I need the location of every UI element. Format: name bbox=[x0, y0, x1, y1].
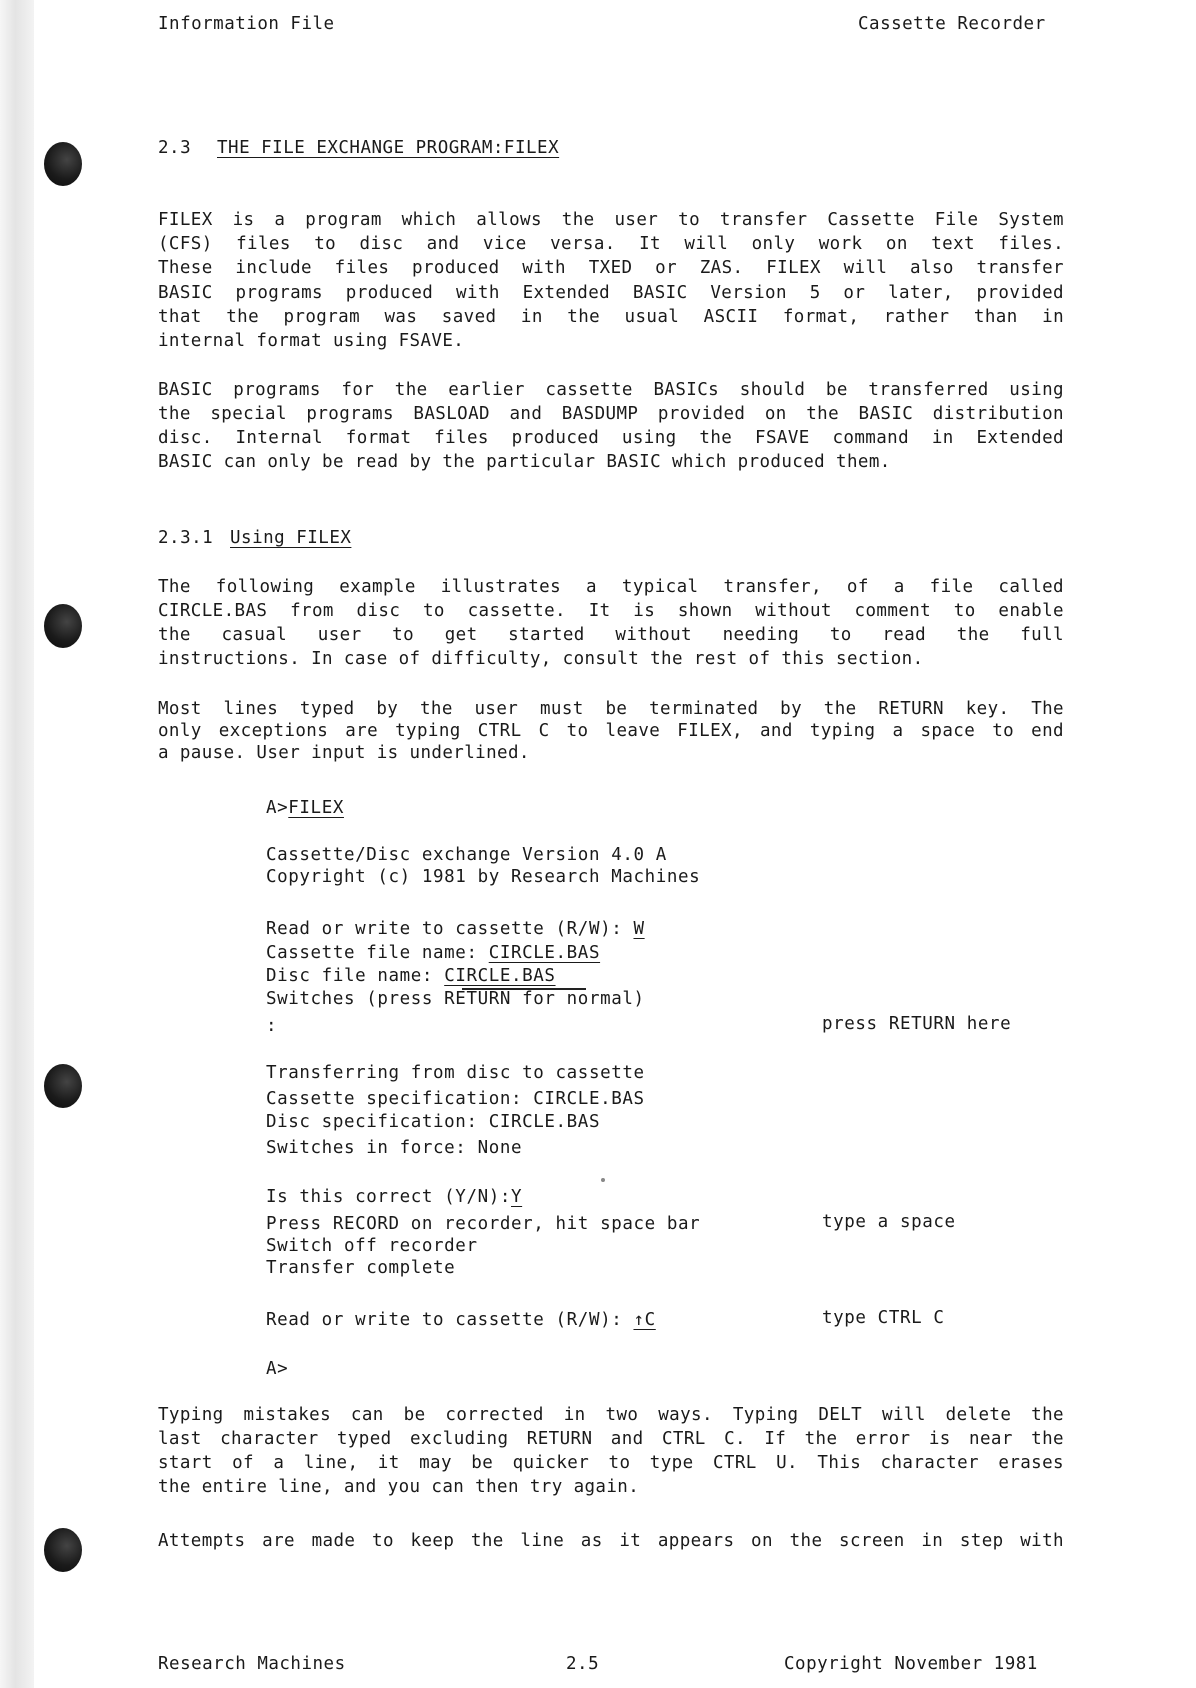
paragraph-filex-intro bbox=[158, 208, 1064, 353]
text-line: the special programs BASLOAD and BASDUMP provided on the BASIC distribution bbox=[158, 404, 1064, 424]
example-line: Disc specification: CIRCLE.BAS bbox=[266, 1112, 601, 1132]
paragraph-example-intro bbox=[158, 575, 1064, 671]
example-line: Switch off recorder bbox=[266, 1236, 478, 1256]
text-line: internal format using FSAVE. bbox=[158, 331, 465, 352]
margin-note: type CTRL C bbox=[822, 1308, 945, 1328]
text-line: Typing mistakes can be corrected in two ways. Typing DELT will delete the bbox=[158, 1405, 1064, 1425]
header-right: Cassette Recorder bbox=[858, 14, 1046, 34]
paragraph-basic-programs bbox=[158, 378, 1064, 474]
header-left: Information File bbox=[158, 14, 335, 34]
example-line: Disc file name: CIRCLE.BAS bbox=[266, 966, 556, 986]
banner-copyright: Copyright (c) 1981 by Research Machines bbox=[266, 867, 701, 887]
user-input: ↑C bbox=[633, 1310, 656, 1330]
example-line: Cassette file name: CIRCLE.BAS bbox=[266, 943, 601, 963]
example-line: Read or write to cassette (R/W): W bbox=[266, 919, 645, 939]
text-line: last character typed excluding RETURN and CTRL C. If the error is near the bbox=[158, 1429, 1064, 1449]
paragraph-return-key bbox=[158, 698, 1064, 764]
text-line: only exceptions are typing CTRL C to leave FILEX, and typing a space to end bbox=[158, 721, 1064, 741]
user-input: CIRCLE.BAS bbox=[444, 966, 556, 986]
text-line: a pause. User input is underlined. bbox=[158, 743, 530, 763]
text-line: that the program was saved in the usual ASCII format, rather than in bbox=[158, 306, 1064, 327]
footer-right: Copyright November 1981 bbox=[784, 1654, 1038, 1674]
text-line: BASIC programs for the earlier cassette BASICs should be transferred using bbox=[158, 380, 1064, 400]
example-line: Switches (press RETURN for normal) bbox=[266, 989, 645, 1009]
subsection-number: 2.3.1 bbox=[158, 528, 214, 548]
example-line: : bbox=[266, 1016, 278, 1036]
page-number: 2.5 bbox=[566, 1654, 600, 1674]
user-input: Y bbox=[511, 1187, 523, 1207]
text-line: instructions. In case of difficulty, consult the rest of this section. bbox=[158, 649, 924, 669]
text-line: disc. Internal format files produced using the FSAVE command in Extended bbox=[158, 428, 1064, 448]
footer-left: Research Machines bbox=[158, 1654, 346, 1674]
section-number: 2.3 bbox=[158, 138, 192, 158]
text-line: the casual user to get started without needing to read the full bbox=[158, 625, 1064, 645]
punch-hole bbox=[44, 1064, 82, 1108]
text-line: These include files produced with TXED or ZAS. FILEX will also transfer bbox=[158, 258, 1064, 279]
example-line: A>FILEX bbox=[266, 798, 344, 818]
section-title: THE FILE EXCHANGE PROGRAM:FILEX bbox=[217, 138, 560, 158]
text-line: BASIC programs produced with Extended BASIC Version 5 or later, provided bbox=[158, 282, 1064, 303]
text-line: Attempts are made to keep the line as it appears on the screen in step with bbox=[158, 1531, 1064, 1551]
punch-hole bbox=[44, 142, 82, 186]
user-input: W bbox=[633, 919, 645, 939]
example-line: A> bbox=[266, 1359, 289, 1379]
text-line: The following example illustrates a typical transfer, of a file called bbox=[158, 577, 1064, 597]
example-line: Read or write to cassette (R/W): ↑C bbox=[266, 1310, 656, 1330]
rule bbox=[462, 988, 586, 990]
example-line: Press RECORD on recorder, hit space bar bbox=[266, 1214, 701, 1234]
paper-speck bbox=[601, 1178, 605, 1182]
text-line: Most lines typed by the user must be terminated by the RETURN key. The bbox=[158, 699, 1064, 719]
paragraph-line-step bbox=[158, 1529, 1064, 1553]
text-line: (CFS) files to disc and vice versa. It will only work on text files. bbox=[158, 234, 1064, 255]
example-line: Transferring from disc to cassette bbox=[266, 1063, 645, 1083]
paper-edge-shadow bbox=[0, 0, 34, 1688]
example-line: Cassette specification: CIRCLE.BAS bbox=[266, 1089, 645, 1109]
banner-version: Cassette/Disc exchange Version 4.0 A bbox=[266, 845, 667, 865]
example-line: Is this correct (Y/N):Y bbox=[266, 1187, 523, 1207]
text-line: the entire line, and you can then try again. bbox=[158, 1477, 640, 1497]
paragraph-typing-mistakes bbox=[158, 1403, 1064, 1499]
text-line: FILEX is a program which allows the user to transfer Cassette File System bbox=[158, 210, 1064, 230]
text-line: CIRCLE.BAS from disc to cassette. It is shown without comment to enable bbox=[158, 601, 1064, 621]
example-line: Transfer complete bbox=[266, 1258, 456, 1278]
punch-hole bbox=[44, 1528, 82, 1572]
margin-note: press RETURN here bbox=[822, 1014, 1012, 1034]
user-input: FILEX bbox=[288, 798, 344, 818]
text-line: BASIC can only be read by the particular BASIC which produced them. bbox=[158, 452, 891, 472]
punch-hole bbox=[44, 604, 82, 648]
text-line: start of a line, it may be quicker to type CTRL U. This character erases bbox=[158, 1453, 1064, 1473]
subsection-title: Using FILEX bbox=[230, 528, 352, 548]
margin-note: type a space bbox=[822, 1212, 956, 1232]
user-input: CIRCLE.BAS bbox=[488, 943, 601, 963]
example-line: Switches in force: None bbox=[266, 1138, 523, 1158]
